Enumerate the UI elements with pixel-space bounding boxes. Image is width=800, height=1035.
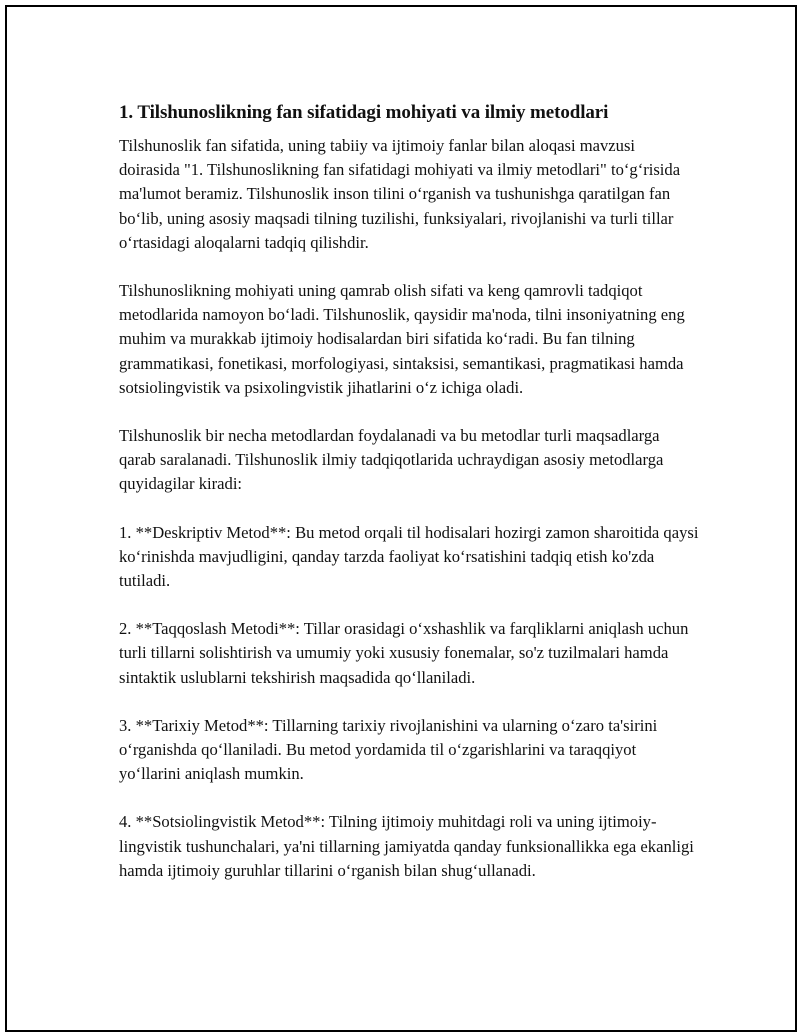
paragraph-essence: Tilshunoslikning mohiyati uning qamrab olish sifati va keng qamrovli tadqiqot metodlarida namoyon bo‘ladi. Tilshunoslik, qaysidir ma'noda, tilni insoniyatning eng muhim va murakkab ijtimoiy hodisalardan biri sifatida ko‘radi. Bu fan tilning grammatikasi, fonetikasi, morfologiyasi, sintaksisi, semantikasi, pragmatikasi hamda sotsiolingvistik va psixolingvistik jihatlarini o‘z ichiga oladi.: [119, 281, 685, 397]
page: [5, 5, 797, 1032]
paragraph-intro: Tilshunoslik fan sifatida, uning tabiiy va ijtimoiy fanlar bilan aloqasi mavzusi doirasida "1. Tilshunoslikning fan sifatidagi mohiyati va ilmiy metodlari" to‘g‘risida ma'lumot beramiz. Tilshunoslik inson tilini o‘rganish va tushunishga qaratilgan fan bo‘lib, uning asosiy maqsadi tilning tuzilishi, funksiyalari, rivojlanishi va turli tillar o‘rtasidagi aloqalarni tadqiq qilishdir.: [119, 136, 681, 252]
document-title: 1. Tilshunoslikning fan sifatidagi mohiyati va ilmiy metodlari: [119, 102, 609, 123]
document-body: [119, 99, 699, 907]
paragraph-methods-intro: Tilshunoslik bir necha metodlardan foydalanadi va bu metodlar turli maqsadlarga qarab saralanadi. Tilshunoslik ilmiy tadqiqotlarida uchraydigan asosiy metodlarga quyidagilar kiradi:: [119, 426, 664, 494]
list-item-comparative-method: 2. **Taqqoslash Metodi**: Tillar orasidagi o‘xshashlik va farqliklarni aniqlash uchun turli tillarni solishtirish va umumiy yoki xususiy fonemalar, so'z tuzilmalari hamda sintaktik uslublarni tekshirish maqsadida qo‘llaniladi.: [119, 619, 689, 687]
list-item-sociolinguistic-method: 4. **Sotsiolingvistik Metod**: Tilning ijtimoiy muhitdagi roli va uning ijtimoiy-lingvistik tushunchalari, ya'ni tillarning jamiyatda qanday funksionallikka ega ekanligi hamda ijtimoiy guruhlar tillarini o‘rganish bilan shug‘ullanadi.: [119, 812, 694, 880]
list-item-historical-method: 3. **Tarixiy Metod**: Tillarning tarixiy rivojlanishini va ularning o‘zaro ta'sirini o‘rganishda qo‘llaniladi. Bu metod yordamida til o‘zgarishlarini va taraqqiyot yo‘llarini aniqlash mumkin.: [119, 715, 658, 784]
list-item-descriptive-method: 1. **Deskriptiv Metod**: Bu metod orqali til hodisalari hozirgi zamon sharoitida qaysi ko‘rinishda mavjudligini, qanday tarzda faoliyat ko‘rsatishini tadqiq etish ko'zda tutiladi.: [119, 522, 699, 591]
